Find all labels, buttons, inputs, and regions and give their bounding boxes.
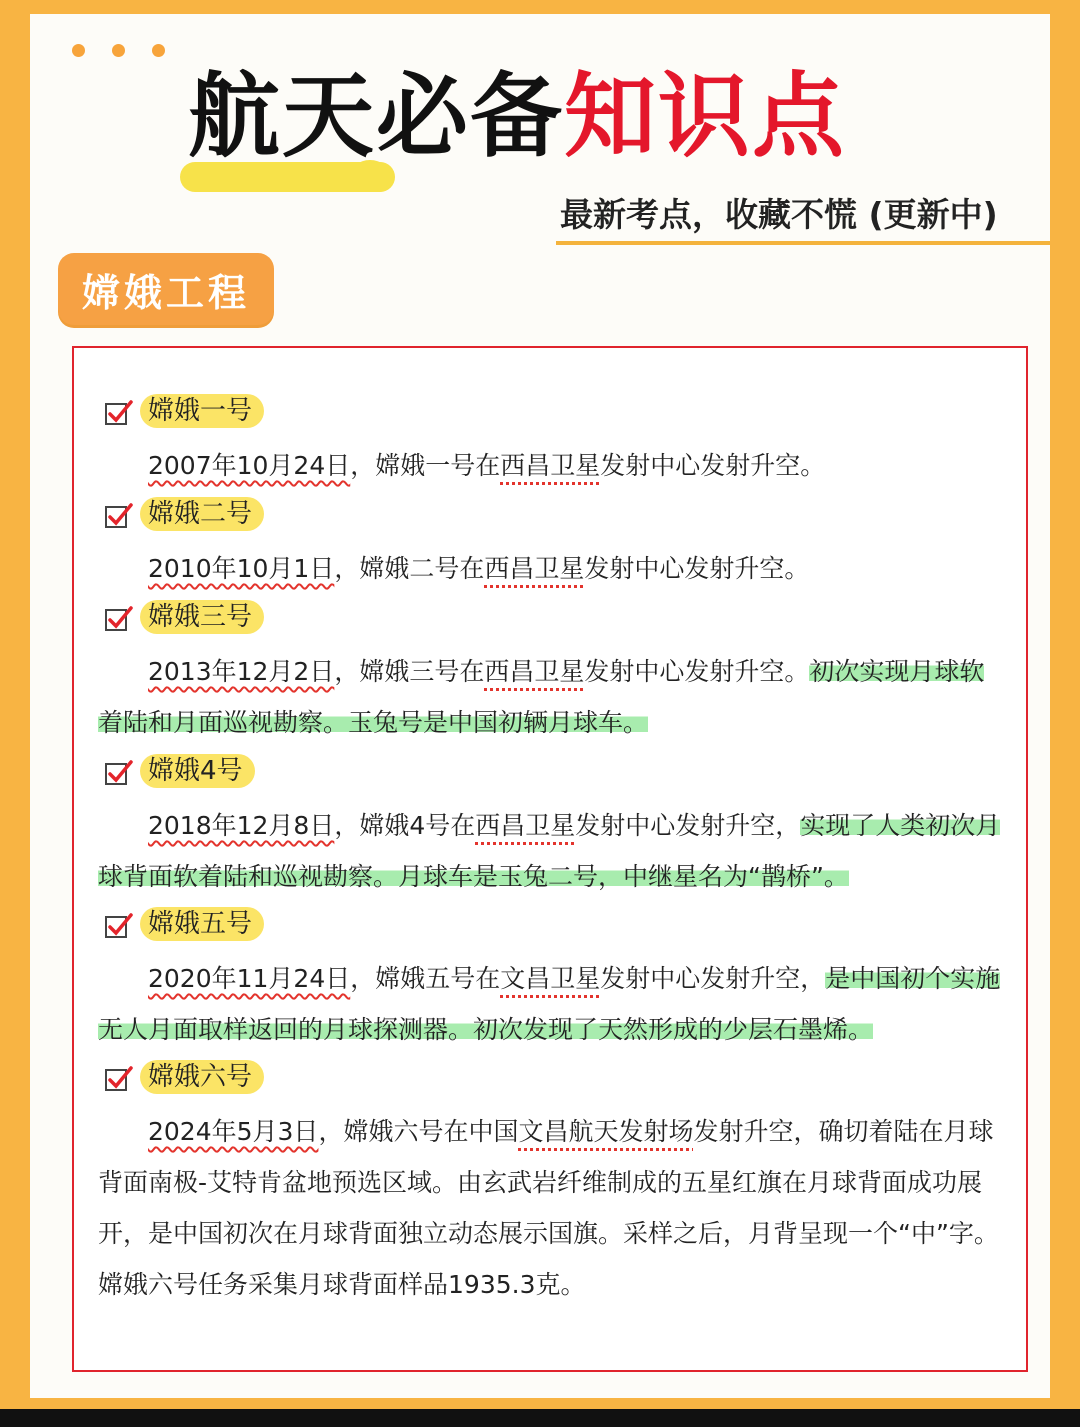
- entry-heading: [74, 748, 1026, 800]
- entry-date: 2007年10月24日: [148, 451, 351, 480]
- decor-dot: [72, 44, 85, 57]
- entry-date: 2013年12月2日: [148, 657, 335, 686]
- entry-text: [74, 953, 1026, 1055]
- entry-heading: [74, 901, 1026, 953]
- entry-text-part: ，嫦娥五号在: [350, 964, 501, 993]
- checkbox-checked-icon: [104, 758, 134, 788]
- entry-site: 西昌卫星: [484, 657, 585, 686]
- entry-date: 2010年10月1日: [148, 554, 335, 583]
- entry-text-part: 发射中心发射升空，: [600, 964, 826, 993]
- entry-chang-e-6: [74, 1054, 1026, 1310]
- entry-text-part: ，嫦娥一号在: [350, 451, 501, 480]
- entry-date: 2018年12月8日: [148, 811, 335, 840]
- entry-title: 嫦娥一号: [140, 394, 264, 428]
- decor-dot: [112, 44, 125, 57]
- entry-chang-e-5: [74, 901, 1026, 1055]
- entry-site: 西昌卫星: [500, 451, 601, 480]
- entry-highlight: 是中国初个实施无人月面取样返回的月球探测器。初次发现了天然形成的少层石墨烯。: [98, 964, 1001, 1044]
- entry-text-part: ，嫦娥六号在中国: [318, 1117, 519, 1146]
- entry-text-part: 发射中心发射升空。: [584, 657, 810, 686]
- checkbox-checked-icon: [104, 604, 134, 634]
- title-part-red: 知识点: [564, 63, 847, 170]
- entry-date: 2020年11月24日: [148, 964, 351, 993]
- entry-title: 嫦娥4号: [140, 754, 255, 788]
- content-box: [72, 346, 1028, 1372]
- page-title: [180, 62, 910, 192]
- decor-dot: [152, 44, 165, 57]
- checkbox-checked-icon: [104, 1064, 134, 1094]
- entry-text: [74, 646, 1026, 748]
- entry-text-part: ，嫦娥4号在: [334, 811, 476, 840]
- entry-text: [74, 800, 1026, 902]
- entry-text: [74, 1106, 1026, 1310]
- entry-highlight: 实现了人类初次月球背面软着陆和巡视勘察。月球车是玉兔二号，中继星名为“鹊桥”。: [98, 811, 1001, 891]
- checkbox-checked-icon: [104, 911, 134, 941]
- entry-heading: [74, 594, 1026, 646]
- entry-title: 嫦娥六号: [140, 1060, 264, 1094]
- entry-text: [74, 440, 1026, 491]
- entry-text-part: 发射升空，确切着陆在月球背面南极-艾特肯盆地预选区域。由玄武岩纤维制成的五星红旗在月球背面成功展开，是中国初次在月球背面独立动态展示国旗。采样之后，月背呈现一个“中”字。嫦娥六号任务采集月球背面样品1935.3克。: [98, 1117, 999, 1299]
- entry-title: 嫦娥五号: [140, 907, 264, 941]
- entry-site: 西昌卫星: [484, 554, 585, 583]
- entry-highlight: 初次实现月球软着陆和月面巡视勘察。玉兔号是中国初辆月球车。: [98, 657, 985, 737]
- entry-text-part: ，嫦娥二号在: [334, 554, 485, 583]
- entry-heading: [74, 491, 1026, 543]
- entry-chang-e-3: [74, 594, 1026, 748]
- section-tag: 嫦娥工程: [58, 253, 274, 325]
- entry-text-part: 发射中心发射升空。: [600, 451, 826, 480]
- entry-title: 嫦娥二号: [140, 497, 264, 531]
- checkbox-checked-icon: [104, 398, 134, 428]
- entry-text: [74, 543, 1026, 594]
- entry-site: 西昌卫星: [475, 811, 576, 840]
- title-text: [188, 62, 846, 172]
- entry-title: 嫦娥三号: [140, 600, 264, 634]
- entry-text-part: ，嫦娥三号在: [334, 657, 485, 686]
- entry-text-part: 发射中心发射升空，: [575, 811, 801, 840]
- subtitle: 最新考点，收藏不慌 (更新中): [560, 195, 998, 234]
- entry-site: 文昌航天发射场: [518, 1117, 694, 1146]
- entry-heading: [74, 388, 1026, 440]
- entry-chang-e-1: [74, 388, 1026, 491]
- checkbox-checked-icon: [104, 501, 134, 531]
- entry-chang-e-4: [74, 748, 1026, 902]
- title-part-black: 航天必备: [188, 63, 565, 170]
- entry-heading: [74, 1054, 1026, 1106]
- entry-date: 2024年5月3日: [148, 1117, 319, 1146]
- entry-site: 文昌卫星: [500, 964, 601, 993]
- entry-chang-e-2: [74, 491, 1026, 594]
- subtitle-underline: [556, 241, 1050, 245]
- bottom-edge: [0, 1409, 1080, 1427]
- entry-text-part: 发射中心发射升空。: [584, 554, 810, 583]
